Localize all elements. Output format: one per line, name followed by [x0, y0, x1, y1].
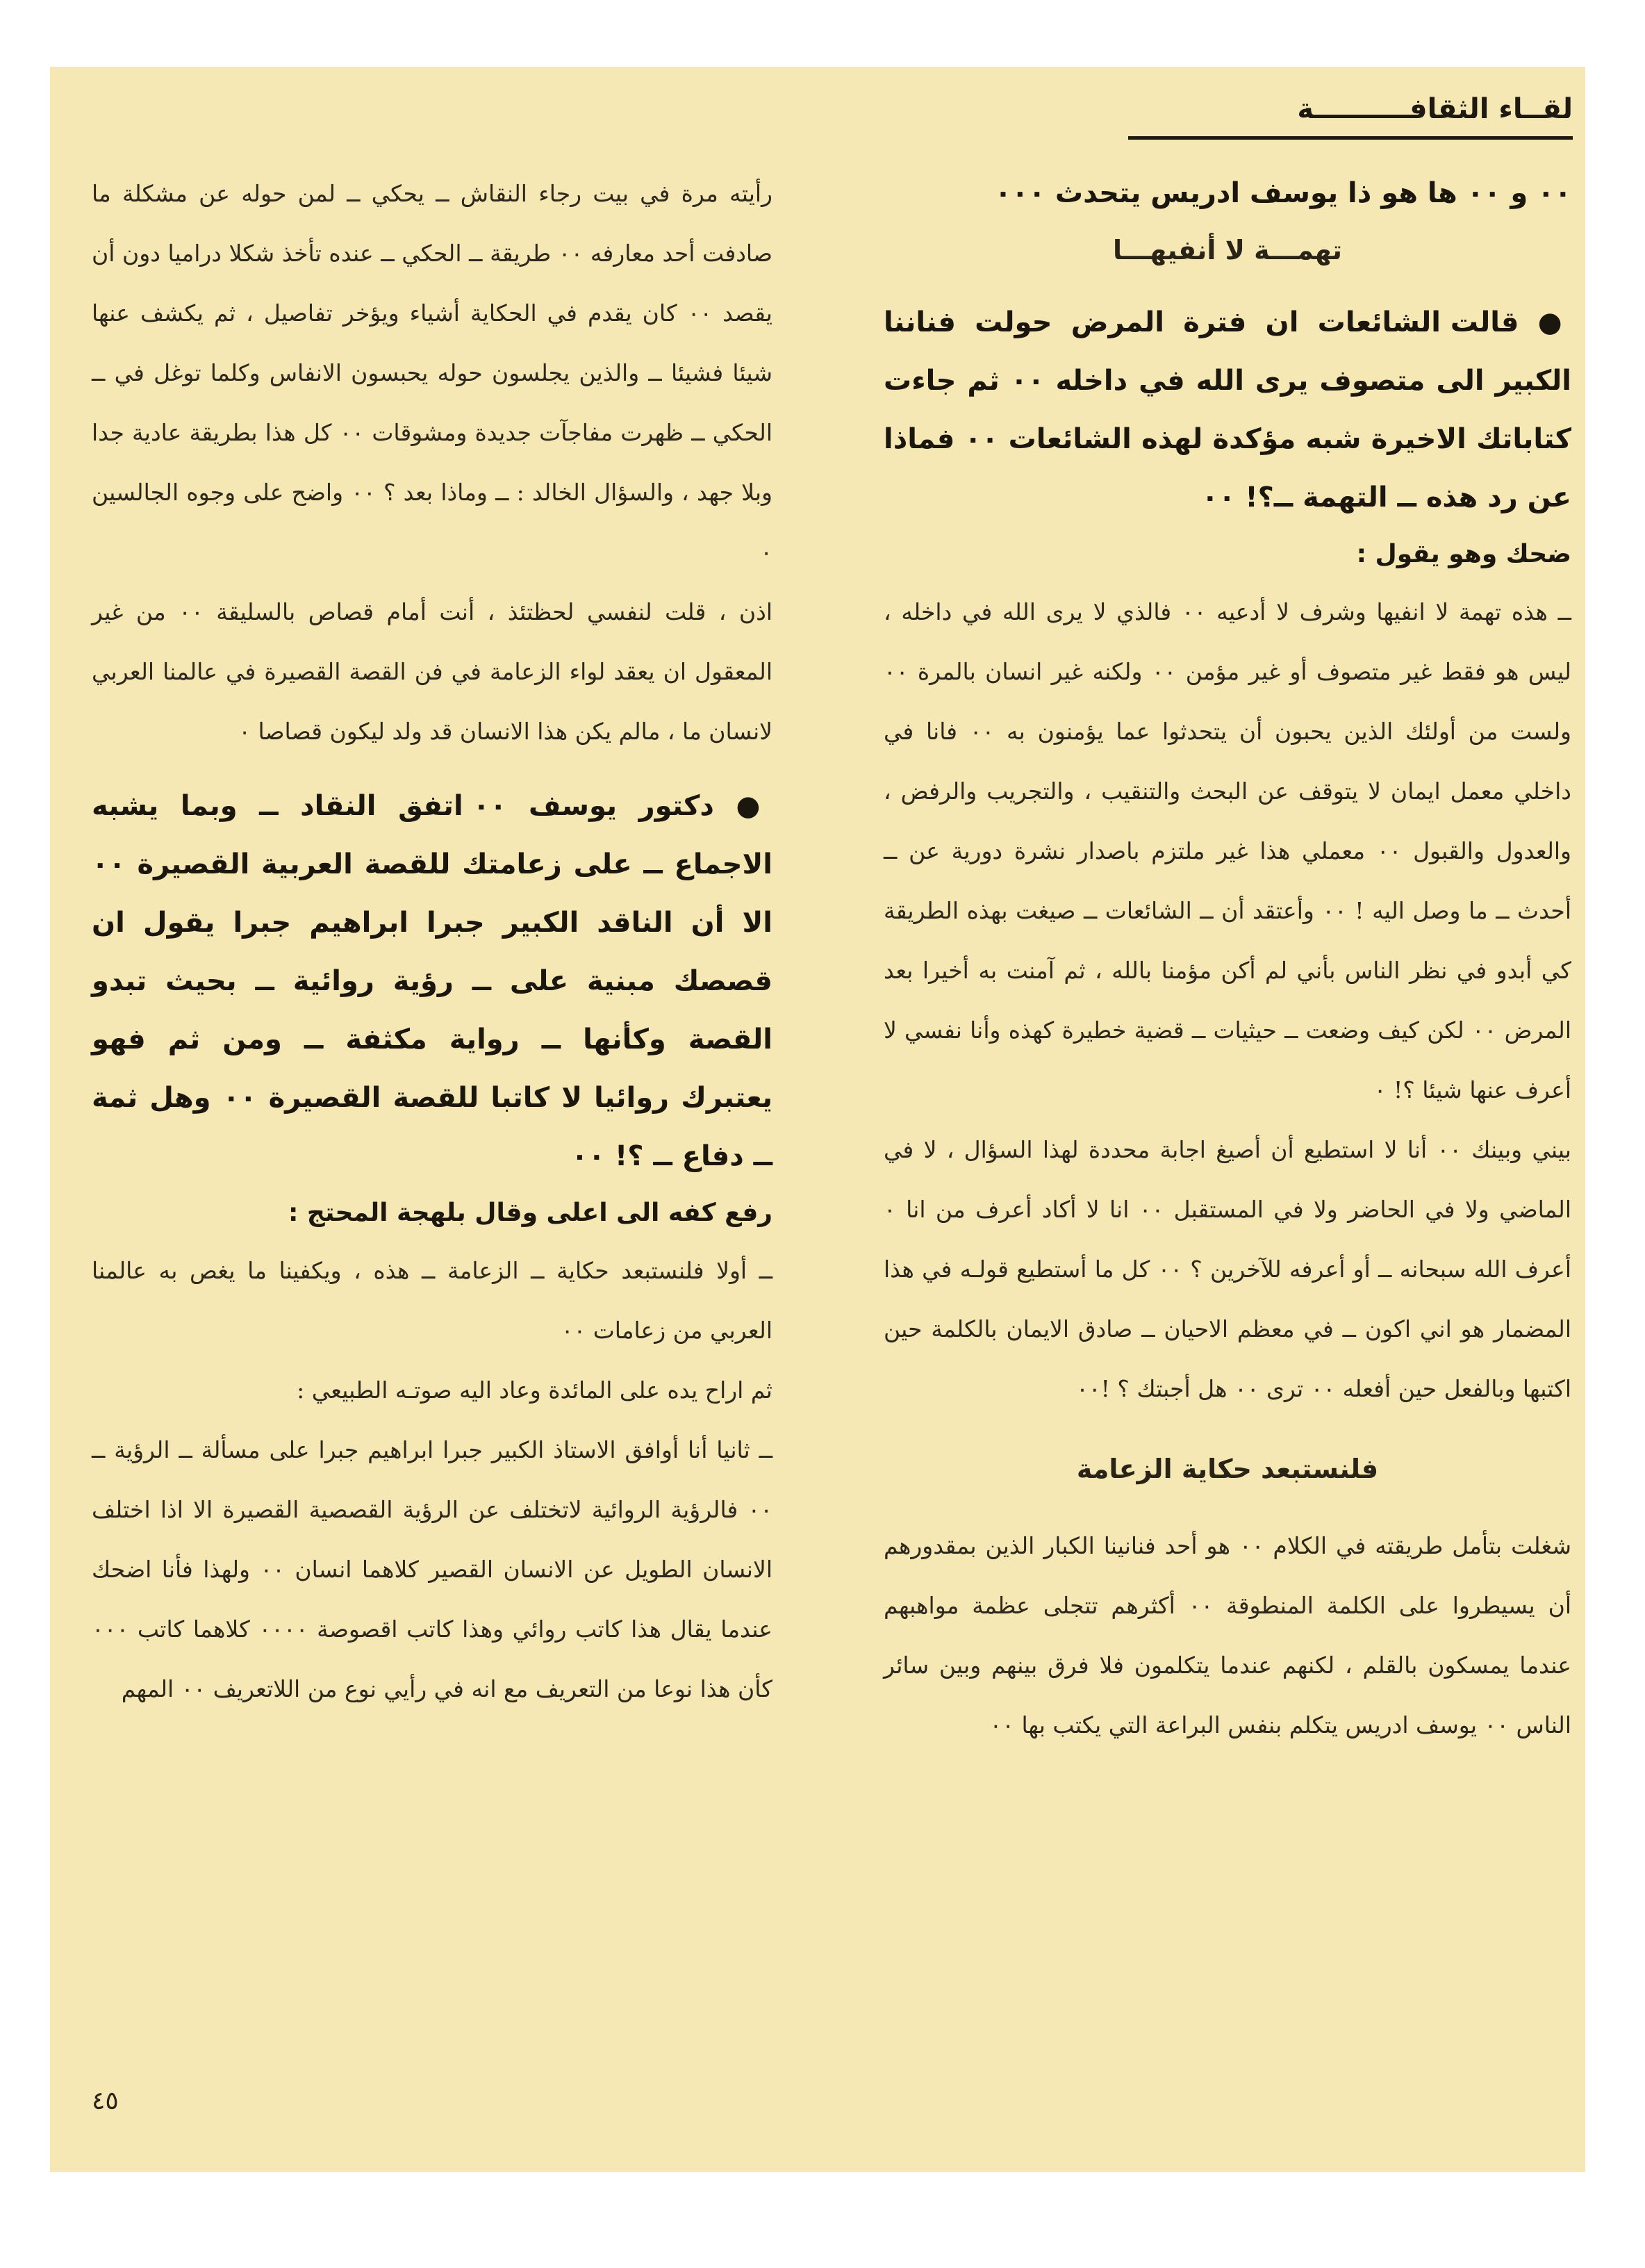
section-heading: فلنستبعد حكاية الزعامة	[1076, 1454, 1379, 1484]
answer-1a: ــ هذه تهمة لا انفيها وشرف لا أدعيه ٠٠ فالذي لا يرى الله في داخله ، ليس هو فقط غير متصوف أو غير مؤمن ٠٠ ولكنه غير انسان بالمرة ٠٠ ولست من أولئك الذين يحبون أن يتحدثوا عما يؤمنون به ٠٠ فانا في داخلي معمل ايمان لا يتوقف عن البحث والتنقيب ، والتجريب والرفض ، والعدول والقبول ٠٠ معملي هذا غير ملتزم باصدار نشرة دورية عن ــ أحدث ــ ما وصل اليه ! ٠٠ وأعتقد أن ــ الشائعات ــ صيغت بهذه الطريقة كي أبدو في نظر الناس بأني لم أكن مؤمنا بالله ، ثم آمنت به أخيرا بعد المرض ٠٠ لكن كيف وضعت ــ حيثيات ــ قضية خطيرة كهذه وأنا نفسي لا أعرف عنها شيئا ؟! ٠	[884, 598, 1572, 1103]
answer-2a: ــ أولا فلنستبعد حكاية ــ الزعامة ــ هذه ، ويكفينا ما يغص به عالمنا العربي من زعامات ٠٠	[92, 1257, 772, 1344]
right-column	[884, 164, 1571, 1755]
section-text: شغلت بتأمل طريقته في الكلام ٠٠ هو أحد فنانينا الكبار الذين بمقدورهم أن يسيطروا على الكلمة المنطوقة ٠٠ أكثرهم تتجلى عظمة مواهبهم عندما يمسكون بالقلم ، لكنهم عندما يتكلمون فلا فرق بينهم وبين سائر الناس ٠٠ يوسف ادريس يتكلم بنفس البراعة التي يكتب بها ٠٠	[884, 1532, 1571, 1739]
answer-1b: بيني وبينك ٠٠ أنا لا استطيع أن أصيغ اجابة محددة لهذا السؤال ، لا في الماضي ولا في الحاضر ولا في المستقبل ٠٠ انا لا أكاد أعرف من انا ٠ أعرف الله سبحانه ــ أو أعرفه للآخرين ؟ ٠٠ كل ما أستطيع قولـه في هذا المضمار هو اني اكون ــ في معظم الاحيان ــ صادق الايمان بالكلمة حين اكتبها وبالفعل حين أفعله ٠٠ ترى ٠٠ هل أجبتك ؟ !٠٠	[884, 1136, 1571, 1402]
subheading: تهمـــة لا أنفيهـــا	[1112, 235, 1343, 265]
lead-1: ضحك وهو يقول :	[1356, 540, 1571, 568]
magazine-page	[50, 67, 1585, 2172]
answer-2b: ثم اراح يده على المائدة وعاد اليه صوتـه الطبيعي :	[297, 1377, 772, 1404]
section-header	[1128, 93, 1573, 140]
answer-2c: ــ ثانيا أنا أوافق الاستاذ الكبير جبرا ابراهيم جبرا على مسألة ــ الرؤية ــ ٠٠ فالرؤية الروائية لاتختلف عن الرؤية القصصية القصيرة الا اذا اختلف الانسان الطويل عن الانسان القصير كلاهما انسان ٠٠ ولهذا فأنا اضحك عندما يقال هذا كاتب روائي وهذا كاتب اقصوصة ٠٠٠٠ كلاهما كاتب ٠٠٠ كأن هذا نوعا من التعريف مع انه في رأيي نوع من اللاتعريف ٠٠ المهم	[92, 1436, 772, 1702]
question-2: ● دكتور يوسف ٠٠ اتفق النقاد ــ وبما يشبه الاجماع ــ على زعامتك للقصة العربية القصيرة ٠٠ الا أن الناقد الكبير جبرا ابراهيم جبرا يقول ان قصصك مبنية على ــ رؤية روائية ــ بحيث تبدو القصة وكأنها ــ رواية مكثفة ــ ومن ثم فهو يعتبرك روائيا لا كاتبا للقصة القصيرة ٠٠ وهل ثمة ــ دفاع ــ ؟! ٠٠	[92, 777, 772, 1185]
paragraph-1: رأيته مرة في بيت رجاء النقاش ــ يحكي ــ لمن حوله عن مشكلة ما صادفت أحد معارفه ٠٠ طريقة ــ الحكي ــ عنده تأخذ شكلا دراميا دون أن يقصد ٠٠ كان يقدم في الحكاية أشياء ويؤخر تفاصيل ، ثم يكشف عنها شيئا فشيئا ــ والذين يجلسون حوله يحبسون الانفاس وكلما توغل في ــ الحكي ــ ظهرت مفاجآت جديدة ومشوقات ٠٠ كل هذا بطريقة عادية جدا وبلا جهد ، والسؤال الخالد : ــ وماذا بعد ؟ ٠٠ واضح على وجوه الجالسين ٠	[92, 180, 772, 566]
header-rule	[1128, 136, 1573, 140]
section-title: لقــاء الثقافــــــــــة	[1297, 93, 1573, 125]
left-column	[92, 164, 772, 1719]
paragraph-2: اذن ، قلت لنفسي لحظتئذ ، أنت أمام قصاص بالسليقة ٠٠ من غير المعقول ان يعقد لواء الزعامة في فن القصة القصيرة في عالمنا العربي لانسان ما ، مالم يكن هذا الانسان قد ولد ليكون قصاصا ٠	[92, 598, 772, 745]
lead-2: رفع كفه الى اعلى وقال بلهجة المحتج :	[288, 1199, 772, 1227]
page-number: ٤٥	[92, 2087, 119, 2115]
interview-intro: ٠٠ و ٠٠ ها هو ذا يوسف ادريس يتحدث ٠٠٠	[994, 177, 1571, 209]
question-1: ● قالت الشائعات ان فترة المرض حولت فناننا الكبير الى متصوف يرى الله في داخله ٠٠ ثم جاءت كتاباتك الاخيرة شبه مؤكدة لهذه الشائعات ٠٠ فماذا عن رد هذه ــ التهمة ــ؟! ٠٠	[884, 293, 1571, 527]
